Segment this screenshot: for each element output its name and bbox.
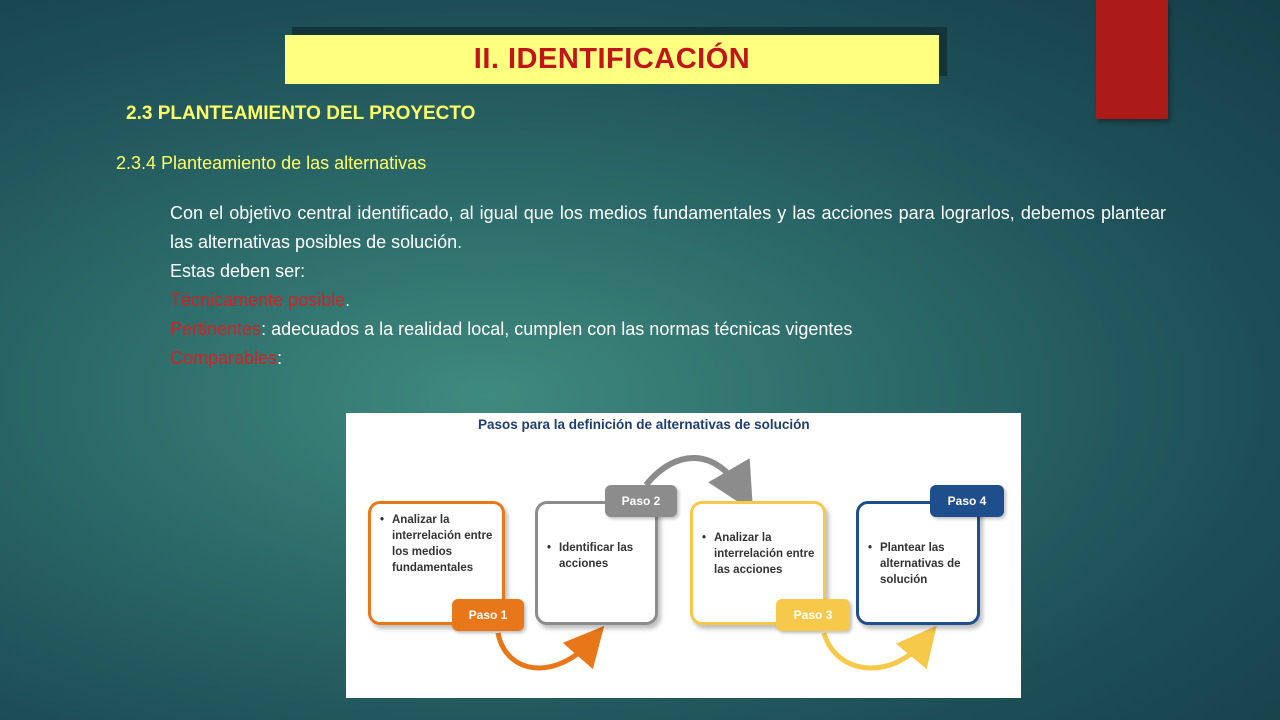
step-badge-1: Paso 1 — [452, 599, 524, 631]
criteria-intro: Estas deben ser: — [170, 261, 306, 281]
step-badge-3: Paso 3 — [776, 599, 850, 631]
criteria-rest: : adecuados a la realidad local, cumplen con las normas técnicas vigentes — [261, 319, 853, 339]
step-text: • Plantear las alternativas de solución — [868, 540, 971, 588]
title-banner — [285, 35, 939, 84]
subsection-heading: 2.3.4 Planteamiento de las alternativas — [116, 153, 427, 173]
criteria-item — [170, 344, 1166, 373]
arrow-step3-to-step4 — [824, 633, 924, 668]
slide-title: II. IDENTIFICACIÓN — [473, 43, 751, 75]
section-heading: 2.3 PLANTEAMIENTO DEL PROYECTO — [126, 103, 476, 124]
diagram-title: Pasos para la definición de alternativas de solución — [478, 417, 810, 432]
criteria-term: Comparables — [170, 348, 278, 368]
step-badge-4: Paso 4 — [930, 485, 1004, 517]
step-card-2 — [535, 501, 658, 625]
step-text: • Analizar la interrelación entre los medios fundamentales — [380, 512, 496, 576]
criteria-rest: . — [345, 290, 351, 310]
intro-paragraph: Con el objetivo central identificado, al igual que los medios fundamentales y las acciones para lograrlos, debemos plantear las alternativas posibles de solución. — [170, 203, 1166, 252]
criteria-term: Técnicamente posible — [170, 290, 346, 310]
criteria-item — [170, 315, 1166, 344]
steps-diagram — [346, 413, 1021, 698]
criteria-rest: : — [277, 348, 283, 368]
criteria-term: Pertinentes — [170, 319, 262, 339]
criteria-item — [170, 286, 1166, 315]
step-text: • Identificar las acciones — [547, 540, 649, 572]
step-text: • Analizar la interrelación entre las acciones — [702, 530, 817, 578]
body-text — [170, 199, 1166, 373]
decorative-red-tab — [1096, 0, 1168, 119]
step-badge-2: Paso 2 — [605, 485, 677, 517]
step-card-4 — [856, 501, 980, 625]
arrow-step1-to-step2 — [498, 633, 591, 668]
